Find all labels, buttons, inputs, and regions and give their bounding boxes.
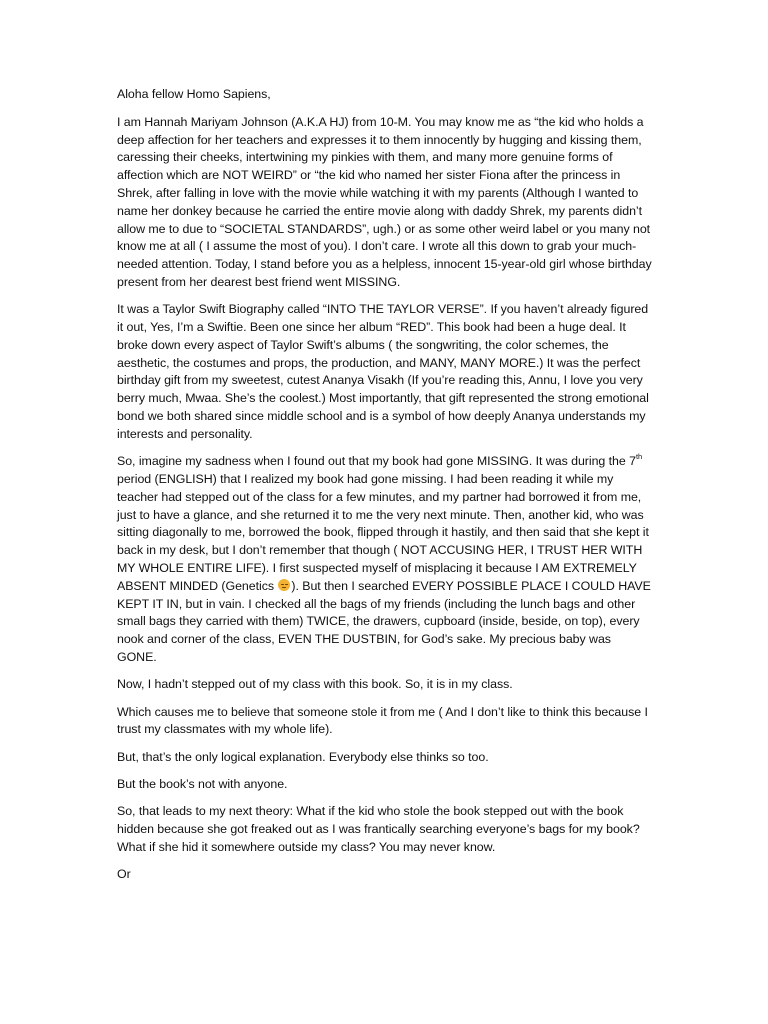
missing-story-text-c: ). But then I searched EVERY POSSIBLE PLACE I COULD HAVE KEPT IT IN, but in vain. I checked all the bags of my friends (including the lunch bags and other small bags they carried with them) TWICE, the drawers, cupboard (inside, beside, on top), every nook and corner of the class, EVEN THE DUSTBIN, for God’s sake. My precious baby was GONE. — [117, 578, 651, 664]
paragraph-stolen-belief: Which causes me to believe that someone stole it from me ( And I don’t like to think this because I trust my classmates with my whole life). — [117, 704, 648, 737]
missing-story-text-b: period (ENGLISH) that I realized my book had gone missing. I had been reading it while my teacher had stepped out of the class for a few minutes, and my partner had borrowed it from me, just to have a glance, and she returned it to me the very next minute. Then, another kid, who was sitting diagonally to me, borrowed the book, flipped through it hastily, and then said that she kept it back in my desk, but I don’t remember that though ( NOT ACCUSING HER, I TRUST HER WITH MY WHOLE ENTIRE LIFE). I first suspected myself of misplacing it because I AM EXTREMELY ABSENT MINDED (Genetics — [117, 471, 649, 593]
paragraph-logical-explanation: But, that’s the only logical explanation. Everybody else thinks so too. — [117, 749, 489, 764]
ordinal-superscript: th — [635, 452, 643, 462]
paragraph-not-with-anyone: But the book’s not with anyone. — [117, 776, 288, 791]
paragraph-missing-story — [117, 453, 653, 667]
paragraph-next-theory: So, that leads to my next theory: What if the kid who stole the book stepped out with the book hidden because she got freaked out as I was frantically searching everyone’s bags for my book? What if she hid it somewhere outside my class? You may never know. — [117, 804, 640, 854]
document-body — [117, 86, 653, 893]
paragraph-introduction: I am Hannah Mariyam Johnson (A.K.A HJ) from 10-M. You may know me as “the kid who holds a deep affection for her teachers and expresses it to them innocently by hugging and kissing them, caressing their cheeks, intertwining my pinkies with them, and many more genuine forms of affection which are NOT WEIRD” or “the kid who named her sister Fiona after the princess in Shrek, after falling in love with the movie while watching it with my parents (Although I wanted to name her donkey because he carried the entire movie along with daddy Shrek, my parents didn’t allow me to due to “SOCIETAL STANDARDS”, ugh.) or as some other weird label or you many not know me at all ( I assume the most of you). I don’t care. I wrote all this down to grab your much-needed attention. Today, I stand before you as a helpless, innocent 15-year-old girl whose birthday present from her dearest best friend went MISSING. — [117, 114, 652, 289]
greeting-line: Aloha fellow Homo Sapiens, — [117, 87, 271, 101]
paragraph-book-description: It was a Taylor Swift Biography called “INTO THE TAYLOR VERSE”. If you haven’t already figured it out, Yes, I’m a Swiftie. Been one since her album “RED”. This book had been a huge deal. It broke down every aspect of Taylor Swift’s albums ( the songwriting, the color schemes, the aesthetic, the costumes and props, the production, and MANY, MANY MORE.) It was the perfect birthday gift from my sweetest, cutest Ananya Visakh (If you’re reading this, Annu, I love you very berry much, Mwaa. She’s the coolest.) Most importantly, that gift represented the strong emotional bond we both shared since middle school and is a symbol of how deeply Ananya understands my interests and personality. — [117, 302, 649, 441]
missing-story-text-a: So, imagine my sadness when I found out that my book had gone MISSING. It was during the 7 — [117, 454, 636, 469]
paragraph-or: Or — [117, 867, 131, 882]
paragraph-in-class: Now, I hadn’t stepped out of my class with this book. So, it is in my class. — [117, 677, 513, 692]
pensive-face-icon — [278, 579, 290, 591]
